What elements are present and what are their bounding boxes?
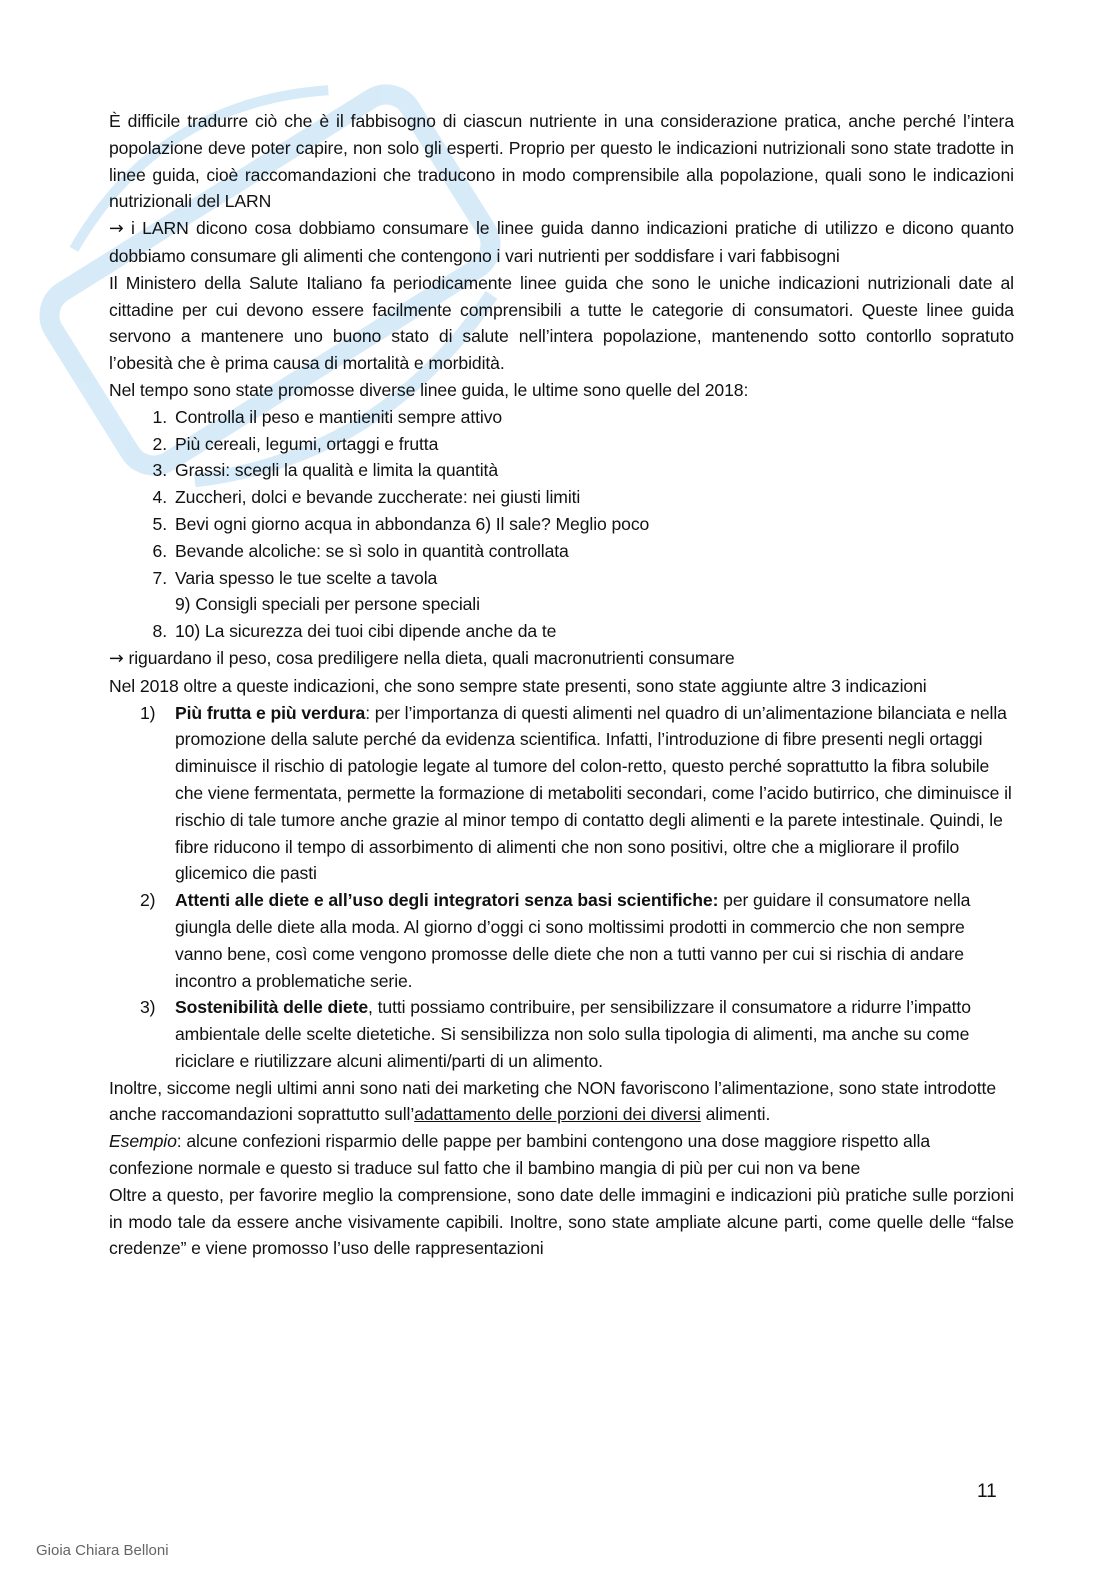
list-item: [109, 618, 1014, 645]
paragraph-larn-note: [109, 215, 1014, 270]
list-item-number: 8.: [152, 621, 167, 642]
list-item-number: 3.: [152, 460, 167, 481]
new-indications-list: [109, 700, 1014, 1075]
list-item-title: Attenti alle diete e all’uso degli integratori senza basi scientifiche:: [175, 890, 719, 911]
portions-text: Inoltre, siccome negli ultimi anni sono nati dei marketing che NON favoriscono l’alimentazione, sono state introdotte anche raccomandazioni soprattutto sull’: [109, 1077, 997, 1125]
list-item: [109, 700, 1014, 888]
paragraph-example: [109, 1128, 1014, 1182]
list-item: [109, 511, 1014, 538]
list-item-text: , tutti possiamo contribuire, per sensibilizzare il consumatore a ridurre l’impatto ambientale delle scelte dietetiche. Si sensibilizza non solo sulla tipologia di alimenti, ma anche su come riciclare e riutilizzare alcuni alimenti/parti di un alimento.: [175, 997, 971, 1071]
list-item-text: 9) Consigli speciali per persone speciali: [175, 594, 480, 615]
list-item-text: Bevande alcoliche: se sì solo in quantità controllata: [175, 540, 569, 561]
page-number: 11: [977, 1481, 997, 1502]
list-item: [109, 404, 1014, 431]
list-item-text: : per l’importanza di questi alimenti nel quadro di un’alimentazione bilanciata e nella promozione della salute perché da evidenza scientifica. Infatti, l’introduzione di fibre presenti negli ortaggi diminuisce il rischio di patologie legate al tumore del colon-retto, questo perché soprattutto la fibra solubile che viene fermentata, permette la formazione di metaboliti secondari, come l’acido butirrico, che diminuisce il rischio di tale tumore anche grazie al minor tempo di contatto degli alimenti e la parete intestinale. Quindi, le fibre riducono il tempo di assorbimento di alimenti che non sono positivi, oltre che a migliorare il profilo glicemico die pasti: [175, 702, 1012, 884]
paragraph-summary: [109, 645, 1014, 673]
portions-underlined: adattamento delle porzioni dei diversi: [414, 1104, 701, 1125]
paragraph-closing: Oltre a questo, per favorire meglio la comprensione, sono date delle immagini e indicazioni più pratiche sulle porzioni in modo tale da essere anche visivamente capibili. Inoltre, sono state ampliate alcune parti, come quelle delle “false credenze” e viene promosso l’uso delle rappresentazioni: [109, 1184, 1014, 1259]
list-item: [109, 457, 1014, 484]
guidelines-list: [109, 404, 1014, 645]
list-item-title: Più frutta e più verdura: [175, 702, 366, 723]
portions-text-end: alimenti.: [700, 1104, 771, 1125]
larn-note-text: i LARN dicono cosa dobbiamo consumare le linee guida danno indicazioni pratiche di utilizzo e dicono quanto dobbiamo consumare gli alimenti che contengono i vari nutrienti per soddisfare i vari fabbisogni: [109, 218, 1014, 266]
list-item-text: Zuccheri, dolci e bevande zuccherate: nei giusti limiti: [175, 487, 581, 508]
paragraph-portions: [109, 1075, 1014, 1129]
list-item: [109, 431, 1014, 458]
list-item-number: 5.: [152, 513, 167, 534]
list-item-text: per guidare il consumatore nella giungla delle diete alla moda. Al giorno d’oggi ci sono moltissimi prodotti in commercio che non sempre vanno bene, così come vengono promosse delle diete che non a tutti vanno per cui si rischia di andare incontro a problematiche serie.: [175, 890, 971, 991]
paragraph-ministry: Il Ministero della Salute Italiano fa periodicamente linee guida che sono le uniche indicazioni nutrizionali date al cittadine per cui devono essere facilmente comprensibili a tutte le categorie di consumatori. Queste linee guida servono a mantenere uno buono stato di salute nell’intera popolazione, mantenendo sotto contorllo sopratuto l’obesità che è prima causa di mortalità e morbidità.: [109, 272, 1014, 374]
list-item: [109, 994, 1014, 1074]
list-item: [109, 565, 1014, 592]
list-item-number: 2.: [152, 433, 167, 454]
list-item-text: Varia spesso le tue scelte a tavola: [175, 567, 438, 588]
arrow-right-icon: →: [109, 648, 124, 669]
summary-text: riguardano il peso, cosa prediligere nella dieta, quali macronutrienti consumare: [123, 647, 735, 668]
list-item-continuation: [109, 591, 1014, 618]
list-item-number: 6.: [152, 540, 167, 561]
list-item-title: Sostenibilità delle diete: [175, 997, 369, 1018]
list-item-number: 7.: [152, 567, 167, 588]
page-body: [109, 108, 1014, 1262]
list-item: [109, 538, 1014, 565]
paragraph-guidelines-intro: Nel tempo sono state promosse diverse linee guida, le ultime sono quelle del 2018:: [109, 379, 749, 400]
list-item-number: 3): [140, 997, 156, 1018]
list-item-number: 4.: [152, 487, 167, 508]
arrow-right-icon: →: [109, 219, 124, 240]
example-label: Esempio: [109, 1131, 177, 1152]
author-footer: Gioia Chiara Belloni: [36, 1542, 169, 1559]
list-item: [109, 484, 1014, 511]
list-item-number: 2): [140, 890, 156, 911]
paragraph-intro: È difficile tradurre ciò che è il fabbisogno di ciascun nutriente in una considerazione pratica, anche perché l’intera popolazione deve poter capire, non solo gli esperti. Proprio per questo le indicazioni nutrizionali sono state tradotte in linee guida, cioè raccomandazioni che traducono in modo comprensibile alla popolazione, quali sono le indicazioni nutrizionali del LARN: [109, 111, 1014, 212]
list-item: [109, 887, 1014, 994]
list-item-text: 10) La sicurezza dei tuoi cibi dipende anche da te: [175, 621, 557, 642]
list-item-text: Più cereali, legumi, ortaggi e frutta: [175, 433, 439, 454]
list-item-text: Bevi ogni giorno acqua in abbondanza 6) Il sale? Meglio poco: [175, 513, 650, 534]
list-item-number: 1.: [152, 406, 167, 427]
list-item-text: Controlla il peso e mantieniti sempre attivo: [175, 406, 503, 427]
list-item-text: Grassi: scegli la qualità e limita la quantità: [175, 460, 498, 481]
list-item-number: 1): [140, 702, 156, 723]
example-text: : alcune confezioni risparmio delle pappe per bambini contengono una dose maggiore rispetto alla confezione normale e questo si traduce sul fatto che il bambino mangia di più per cui non va bene: [109, 1131, 931, 1179]
paragraph-new-indications: Nel 2018 oltre a queste indicazioni, che sono sempre state presenti, sono state aggiunte altre 3 indicazioni: [109, 675, 927, 696]
